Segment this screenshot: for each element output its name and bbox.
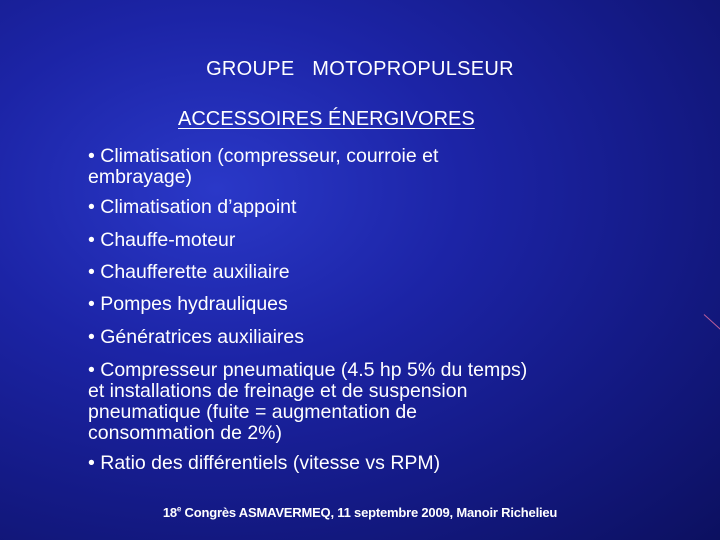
- list-item: • Chauffe-moteur: [88, 229, 236, 251]
- list-item: • Climatisation (compresseur, courroie et embrayage): [88, 145, 439, 188]
- slide-title: [0, 58, 720, 81]
- slide-title-text: GROUPE MOTOPROPULSEUR: [206, 58, 514, 80]
- decorative-line: [704, 314, 720, 329]
- list-item: • Ratio des différentiels (vitesse vs RPM): [88, 452, 441, 474]
- list-item: • Pompes hydrauliques: [88, 293, 288, 315]
- footer-ordinal-number: 18: [162, 505, 177, 520]
- list-item: • Chaufferette auxiliaire: [88, 261, 290, 283]
- slide-subtitle: ACCESSOIRES ÉNERGIVORES: [178, 108, 475, 130]
- slide-footer: [0, 505, 720, 520]
- footer-ordinal-suffix: e: [176, 504, 182, 514]
- footer-text: Congrès ASMAVERMEQ, 11 septembre 2009, Manoir Richelieu: [181, 505, 558, 520]
- list-item: • Génératrices auxiliaires: [88, 326, 304, 348]
- list-item: • Compresseur pneumatique (4.5 hp 5% du temps) et installations de freinage et de suspension pneumatique (fuite = augmentation de consommation de 2%): [88, 359, 528, 444]
- list-item: • Climatisation d’appoint: [88, 196, 297, 218]
